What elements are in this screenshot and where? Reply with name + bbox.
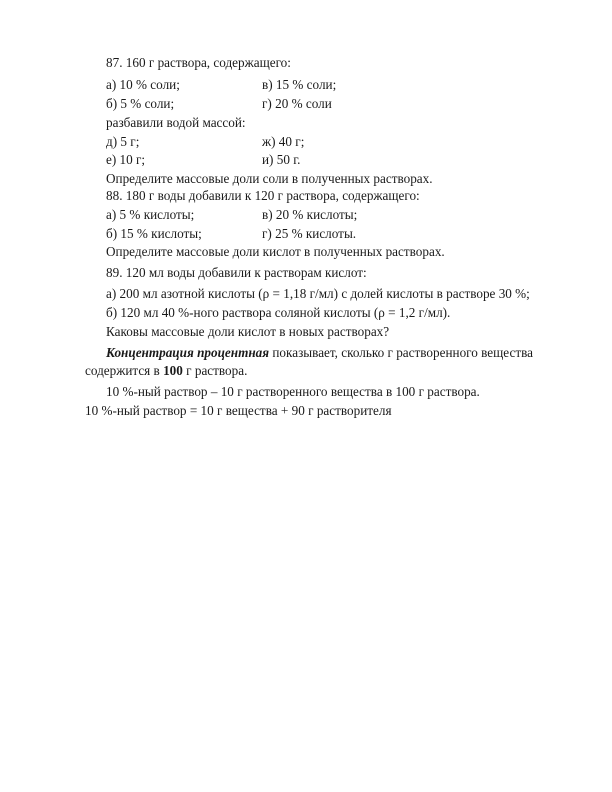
problem-87-option-a: а) 10 % соли; xyxy=(106,77,180,92)
example-line-2: 10 %-ный раствор = 10 г вещества + 90 г растворителя xyxy=(85,403,392,418)
problem-87-option-b: б) 5 % соли; xyxy=(106,96,175,111)
problem-87-option-i: и) 50 г. xyxy=(262,152,301,167)
problem-87-title: 87. 160 г раствора, содержащего: xyxy=(106,55,291,70)
problem-87-option-e: е) 10 г; xyxy=(106,152,146,167)
definition-term: Концентрация процентная xyxy=(106,345,270,360)
problem-89-question: Каковы массовые доли кислот в новых растворах? xyxy=(106,324,390,339)
definition-text-2c: г раствора. xyxy=(182,363,248,378)
problem-89-title: 89. 120 мл воды добавили к растворам кислот: xyxy=(106,265,367,280)
problem-87-option-g: г) 20 % соли xyxy=(262,96,332,111)
problem-88-option-a: а) 5 % кислоты; xyxy=(106,207,195,222)
definition-line-1 xyxy=(106,345,533,361)
problem-89-option-b: б) 120 мл 40 %-ного раствора соляной кислоты (ρ = 1,2 г/мл). xyxy=(106,305,451,320)
problem-88-option-b: б) 15 % кислоты; xyxy=(106,226,202,241)
problem-88-option-g: г) 25 % кислоты. xyxy=(262,226,357,241)
example-line-1: 10 %-ный раствор – 10 г растворенного вещества в 100 г раствора. xyxy=(106,384,480,399)
problem-88-question: Определите массовые доли кислот в полученных растворах. xyxy=(106,244,445,259)
problem-87-question: Определите массовые доли соли в полученных растворах. xyxy=(106,171,433,186)
definition-text-2a: содержится в xyxy=(85,363,164,378)
definition-line-2 xyxy=(85,363,247,379)
problem-88-title: 88. 180 г воды добавили к 120 г раствора, содержащего: xyxy=(106,188,420,203)
problem-87-option-v: в) 15 % соли; xyxy=(262,77,337,92)
problem-87-diluted: разбавили водой массой: xyxy=(106,115,246,130)
problem-89-option-a: а) 200 мл азотной кислоты (ρ = 1,18 г/мл) с долей кислоты в растворе 30 %; xyxy=(106,286,530,301)
definition-text-2b: 100 xyxy=(163,363,183,378)
definition-text-1: показывает, сколько г растворенного вещества xyxy=(269,345,533,360)
problem-87-option-zh: ж) 40 г; xyxy=(262,134,305,149)
problem-87-option-d: д) 5 г; xyxy=(106,134,140,149)
problem-88-option-v: в) 20 % кислоты; xyxy=(262,207,358,222)
